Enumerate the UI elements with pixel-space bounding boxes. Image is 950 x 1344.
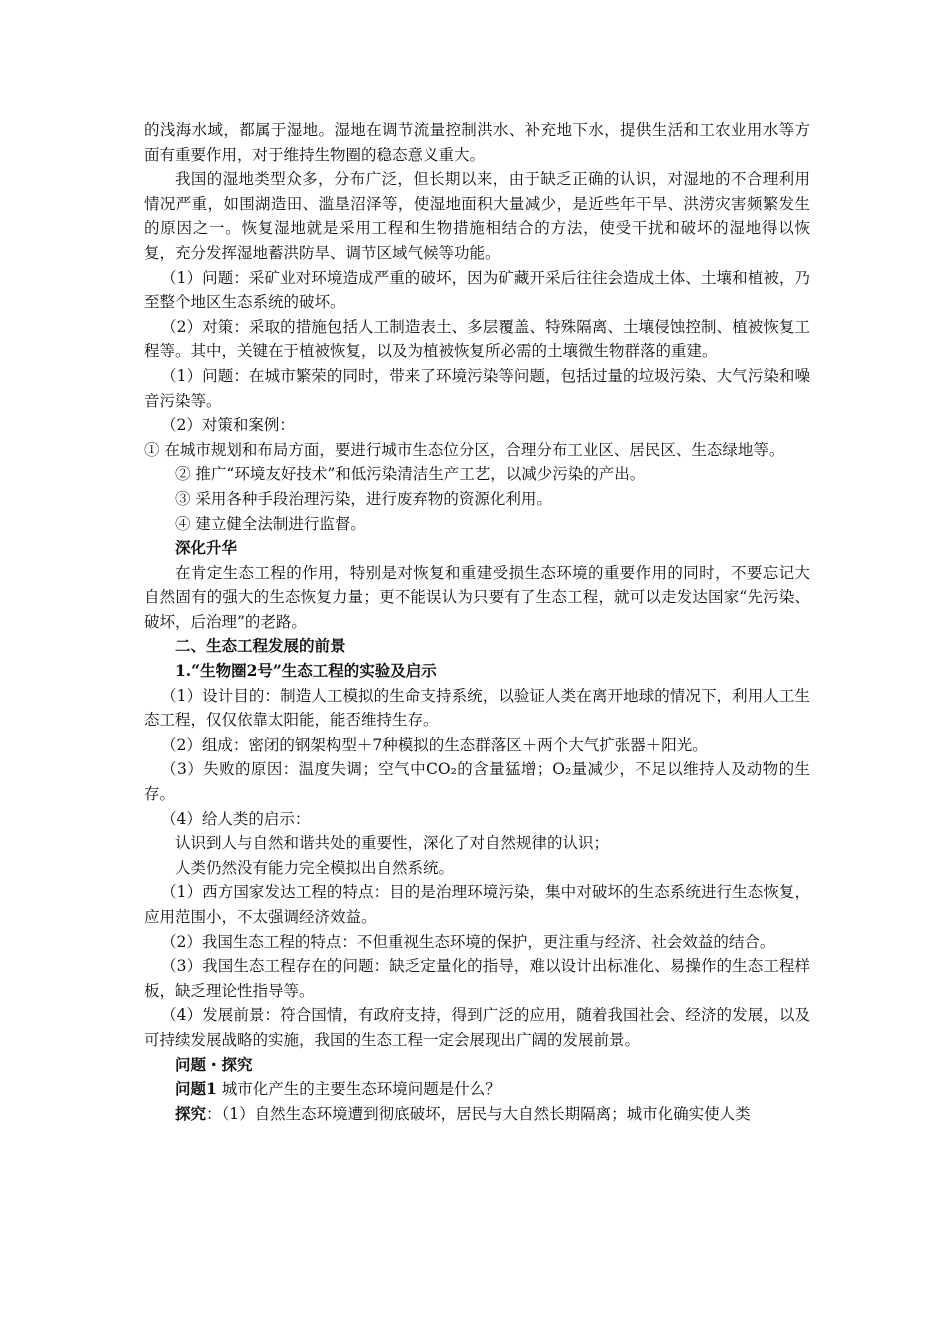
paragraph: 的浅海水域，都属于湿地。湿地在调节流量控制洪水、补充地下水，提供生活和工农业用水等方面有重要作用，对于维持生物圈的稳态意义重大。 — [144, 121, 810, 164]
paragraph: （1）问题：采矿业对环境造成严重的破坏，因为矿藏开采后往往会造成土体、土壤和植被，乃至整个地区生态系统的破坏。 — [144, 268, 810, 312]
section-heading: 深化升华 — [175, 538, 238, 558]
paragraph: （3）失败的原因：温度失调；空气中CO₂的含量猛增；O₂量减少，不足以维持人及动物的生存。 — [144, 760, 810, 804]
question-1-text: 城市化产生的主要生态环境问题是什么？ — [216, 1080, 501, 1099]
paragraph: 在肯定生态工程的作用，特别是对恢复和重建受损生态环境的重要作用的同时，不要忘记大自然固有的强大的生态恢复力量；更不能误认为只要有了生态工程，就可以走发达国家“先污染、破坏，后治理”的老路。 — [144, 563, 810, 631]
paragraph: （4）发展前景：符合国情，有政府支持，得到广泛的应用，随着我国社会、经济的发展，以及可持续发展战略的实施，我国的生态工程一定会展现出广阔的发展前景。 — [144, 1006, 810, 1049]
paragraph: 认识到人与自然和谐共处的重要性，深化了对自然规律的认识； — [175, 834, 610, 853]
paragraph: （2）对策和案例： — [161, 416, 295, 435]
paragraph: 人类仍然没有能力完全模拟出自然系统。 — [175, 858, 455, 877]
paragraph: （4）给人类的启示： — [161, 809, 311, 828]
paragraph: （3）我国生态工程存在的问题：缺乏定量化的指导，难以设计出标准化、易操作的生态工程样板，缺乏理论性指导等。 — [144, 957, 810, 1000]
paragraph: ④ 建立健全法制进行监督。 — [175, 514, 366, 533]
paragraph: （2）对策：采取的措施包括人工制造表土、多层覆盖、特殊隔离、土壤侵蚀控制、植被恢复工程等。其中，关键在于植被恢复，以及为植被恢复所必需的土壤微生物群落的重建。 — [144, 317, 810, 361]
paragraph: （2）我国生态工程的特点：不但重视生态环境的保护，更注重与经济、社会效益的结合。 — [161, 932, 776, 951]
paragraph: ① 在城市规划和布局方面，要进行城市生态位分区，合理分布工业区、居民区、生态绿地等。 — [144, 440, 785, 459]
explore-1 — [144, 1102, 810, 1127]
paragraph: （2）组成：密闭的钢架构型＋7种模拟的生态群落区＋两个大气扩张器＋阳光。 — [161, 735, 708, 754]
paragraph: （1）问题：在城市繁荣的同时，带来了环境污染等问题，包括过量的垃圾污染、大气污染和噪音污染等。 — [144, 366, 810, 410]
question-1-label: 问题1 — [175, 1079, 217, 1099]
paragraph: （1）西方国家发达工程的特点：目的是治理环境污染，集中对破坏的生态系统进行生态恢复，应用范围小，不太强调经济效益。 — [144, 883, 810, 926]
paragraph: ② 推广“环境友好技术”和低污染清洁生产工艺，以减少污染的产出。 — [175, 465, 646, 484]
question-1 — [144, 1077, 810, 1102]
document-body — [144, 118, 810, 1126]
explore-1-text: ：（1）自然生态环境遭到彻底破坏，居民与大自然长期隔离；城市化确实使人类 — [206, 1104, 751, 1123]
paragraph: 我国的湿地类型众多，分布广泛，但长期以来，由于缺乏正确的认识，对湿地的不合理利用情况严重，如围湖造田、滥垦沼泽等，使湿地面积大量减少，是近些年干旱、洪涝灾害频繁发生的原因之一。恢复湿地就是采用工程和生物措施相结合的方法，使受干扰和破坏的湿地得以恢复，充分发挥湿地蓄洪防旱、调节区域气候等功能。 — [144, 170, 810, 262]
paragraph: （1）设计目的：制造人工模拟的生命支持系统，以验证人类在离开地球的情况下，利用人工生态工程，仅仅依靠太阳能，能否维持生存。 — [144, 686, 810, 730]
section-heading: 1.“生物圈2号”生态工程的实验及启示 — [175, 661, 437, 681]
paragraph: ③ 采用各种手段治理污染，进行废弃物的资源化利用。 — [175, 489, 552, 508]
section-heading: 问题・探究 — [175, 1054, 253, 1074]
section-heading: 二、生态工程发展的前景 — [175, 636, 346, 656]
explore-1-label: 探究 — [175, 1103, 207, 1123]
